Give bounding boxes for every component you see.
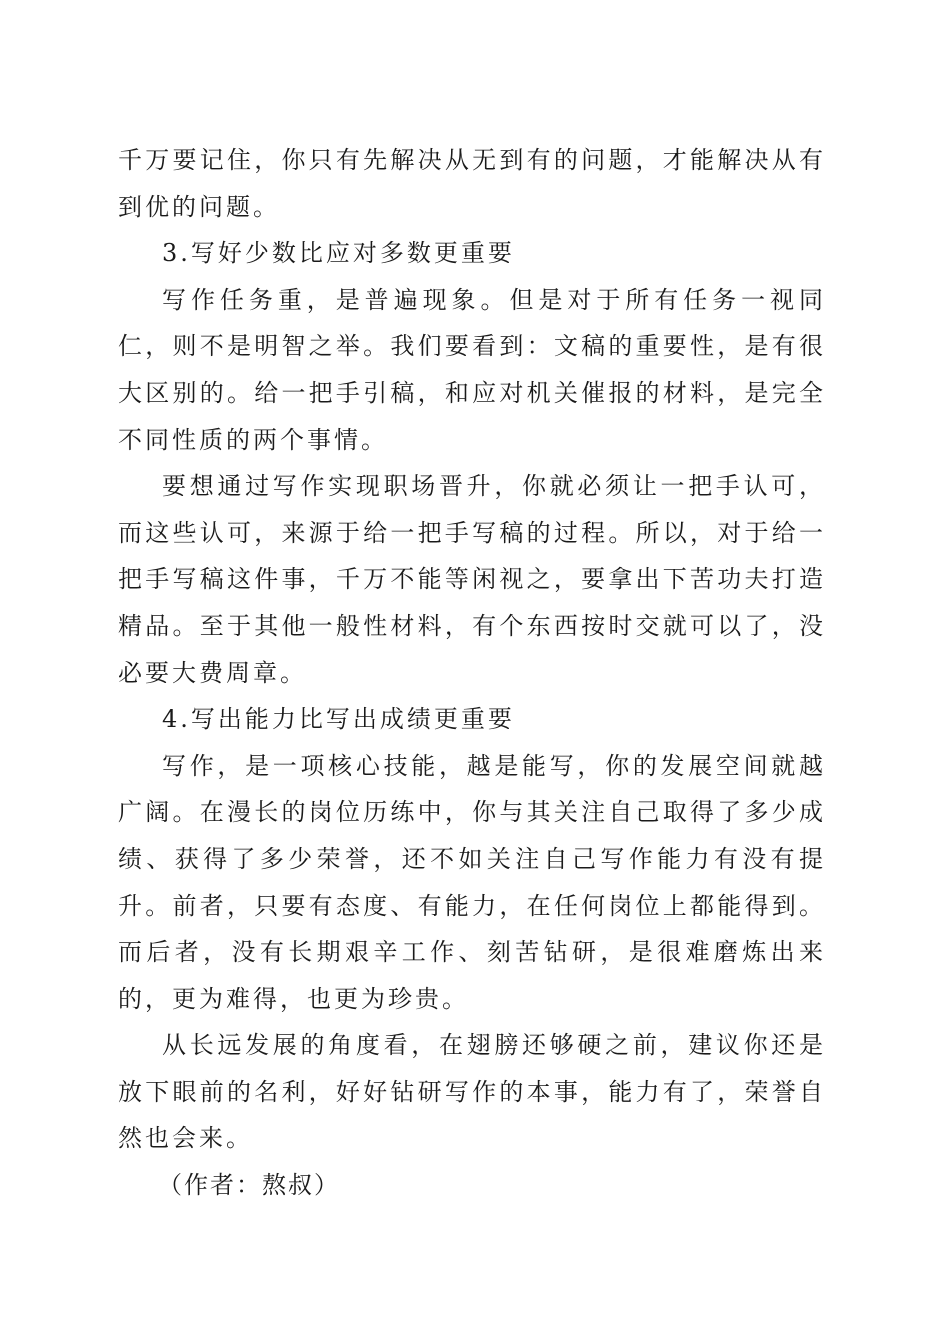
paragraph-core-skill: 写作，是一项核心技能，越是能写，你的发展空间就越广阔。在漫长的岗位历练中，你与其关注自己取得了多少成绩、获得了多少荣誉，还不如关注自己写作能力有没有提升。前者，只要有态度、有能力，在任何岗位上都能得到。而后者，没有长期艰辛工作、刻苦钻研，是很难磨炼出来的，更为难得，也更为珍贵。 xyxy=(118,751,826,1013)
paragraph-continuation: 千万要记住，你只有先解决从无到有的问题，才能解决从有到优的问题。 xyxy=(118,146,826,221)
section-heading-4: 4.写出能力比写出成绩更重要 xyxy=(162,705,515,734)
paragraph-long-term: 从长远发展的角度看，在翅膀还够硬之前，建议你还是放下眼前的名利，好好钻研写作的本事，能力有了，荣誉自然也会来。 xyxy=(118,1031,826,1153)
paragraph-career-promotion: 要想通过写作实现职场晋升，你就必须让一把手认可，而这些认可，来源于给一把手写稿的过程。所以，对于给一把手写稿这件事，千万不能等闲视之，要拿出下苦功夫打造精品。至于其他一般性材料，有个东西按时交就可以了，没必要大费周章。 xyxy=(118,472,826,687)
section-heading-3: 3.写好少数比应对多数更重要 xyxy=(162,239,515,268)
document-page xyxy=(118,137,826,1209)
author-signature: （作者：熬叔） xyxy=(158,1171,340,1200)
paragraph-task-priority: 写作任务重，是普遍现象。但是对于所有任务一视同仁，则不是明智之举。我们要看到：文稿的重要性，是有很大区别的。给一把手引稿，和应对机关催报的材料，是完全不同性质的两个事情。 xyxy=(118,285,826,454)
